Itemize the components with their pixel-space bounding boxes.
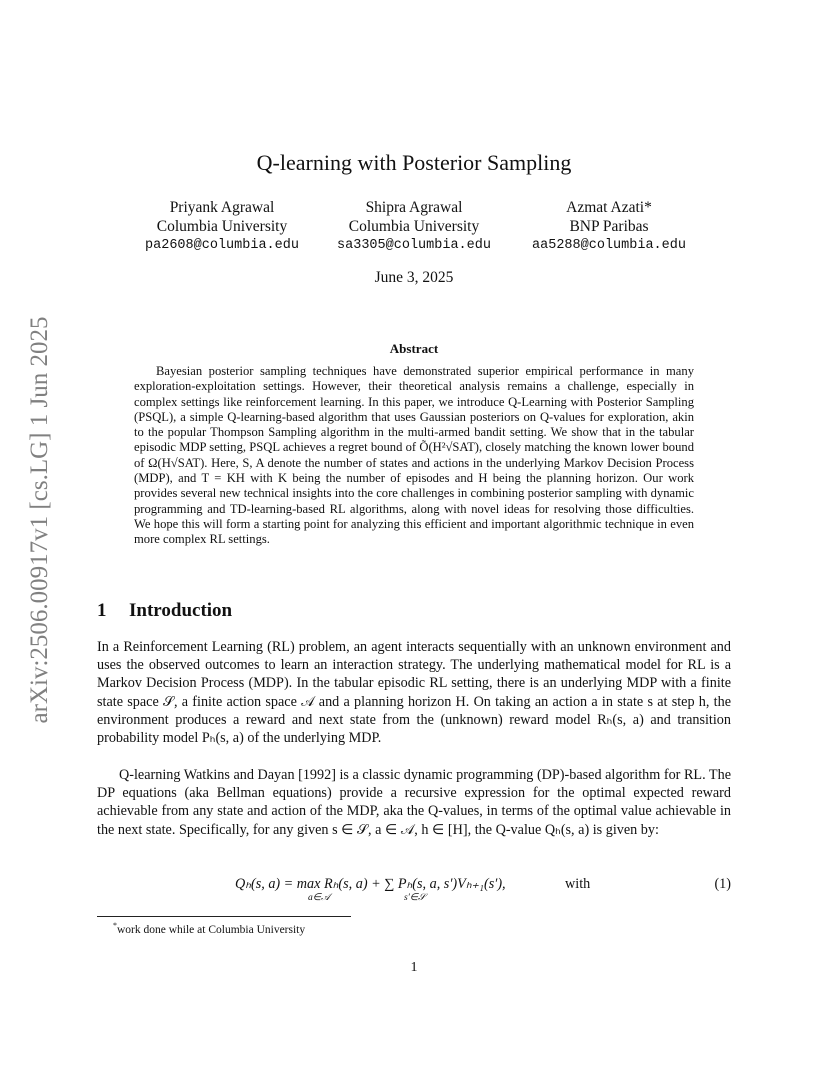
author-email: pa2608@columbia.edu: [145, 238, 299, 253]
section-number: 1: [97, 600, 107, 621]
section-title: Introduction: [129, 600, 233, 621]
section-heading: [97, 600, 232, 622]
equation-with: with: [565, 876, 591, 892]
equation-max-subscript: a∈𝒜: [308, 893, 331, 903]
arxiv-stamp: [22, 305, 58, 735]
equation-1: [97, 872, 731, 912]
paper-title: Q-learning with Posterior Sampling: [256, 150, 572, 175]
author-name: Priyank Agrawal: [169, 199, 275, 216]
author-name: Shipra Agrawal: [365, 199, 463, 216]
author-1: [138, 198, 306, 255]
footnote-mark: *: [113, 921, 117, 930]
author-email: aa5288@columbia.edu: [532, 238, 686, 253]
footnote-text: work done while at Columbia University: [117, 923, 306, 936]
page-number: 1: [410, 960, 418, 975]
paper-date: June 3, 2025: [374, 269, 454, 286]
arxiv-stamp-text: arXiv:2506.00917v1 [cs.LG] 1 Jun 2025: [26, 316, 53, 724]
author-affiliation: Columbia University: [156, 218, 288, 235]
author-affiliation: BNP Paribas: [569, 218, 649, 235]
author-affiliation: Columbia University: [348, 218, 480, 235]
author-name: Azmat Azati*: [566, 199, 652, 216]
equation-number: (1): [714, 876, 731, 892]
footnote-rule: [97, 916, 351, 917]
author-3: [525, 198, 693, 255]
footnote: [113, 921, 305, 936]
abstract-heading: Abstract: [389, 341, 439, 356]
intro-paragraph-1: In a Reinforcement Learning (RL) problem, an agent interacts sequentially with an unknown environment and uses the observed outcomes to learn an interaction strategy. The underlying mathematical model for RL is a Markov Decision Process (MDP). In the tabular episodic RL setting, there is an underlying MDP with a finite state space 𝒮, a finite action space 𝒜 and a planning horizon H. On taking an action a in state s at step h, the environment produces a reward and next state from the (unknown) reward model Rₕ(s, a) and transition probability model Pₕ(s, a) of the underlying MDP.: [97, 639, 731, 747]
intro-paragraph-2: Q-learning Watkins and Dayan [1992] is a classic dynamic programming (DP)-based algorithm for RL. The DP equations (aka Bellman equations) provide a recursive expression for the optimal expected reward achievable from any state and action of the MDP, aka the Q-values, in terms of the optimal value achievable in the next state. Specifically, for any given s ∈ 𝒮, a ∈ 𝒜, h ∈ [H], the Q-value Qₕ(s, a) is given by:: [97, 767, 731, 838]
equation-main: Qₕ(s, a) = max Rₕ(s, a) + ∑ Pₕ(s, a, s′)Vₕ₊₁(s′),: [235, 876, 506, 892]
author-2: [330, 198, 498, 255]
author-email: sa3305@columbia.edu: [337, 238, 491, 253]
abstract-text: Bayesian posterior sampling techniques have demonstrated superior empirical performance in many exploration-exploitation settings. However, their theoretical analysis remains a challenge, especially in complex settings like reinforcement learning. In this paper, we introduce Q-Learning with Posterior Sampling (PSQL), a simple Q-learning-based algorithm that uses Gaussian posteriors on Q-values for exploration, akin to the popular Thompson Sampling algorithm in the multi-armed bandit setting. We show that in the tabular episodic MDP setting, PSQL achieves a regret bound of Õ(H²√SAT), closely matching the known lower bound of Ω(H√SAT). Here, S, A denote the number of states and actions in the underlying Markov Decision Process (MDP), and T = KH with K being the number of episodes and H being the planning horizon. Our work provides several new technical insights into the core challenges in combining posterior sampling with dynamic programming and TD-learning-based RL algorithms, along with novel ideas for resolving those difficulties. We hope this will form a starting point for analyzing this efficient and important algorithmic technique in even more complex RL settings.: [134, 364, 694, 547]
equation-sum-subscript: s′∈𝒮: [404, 893, 426, 903]
